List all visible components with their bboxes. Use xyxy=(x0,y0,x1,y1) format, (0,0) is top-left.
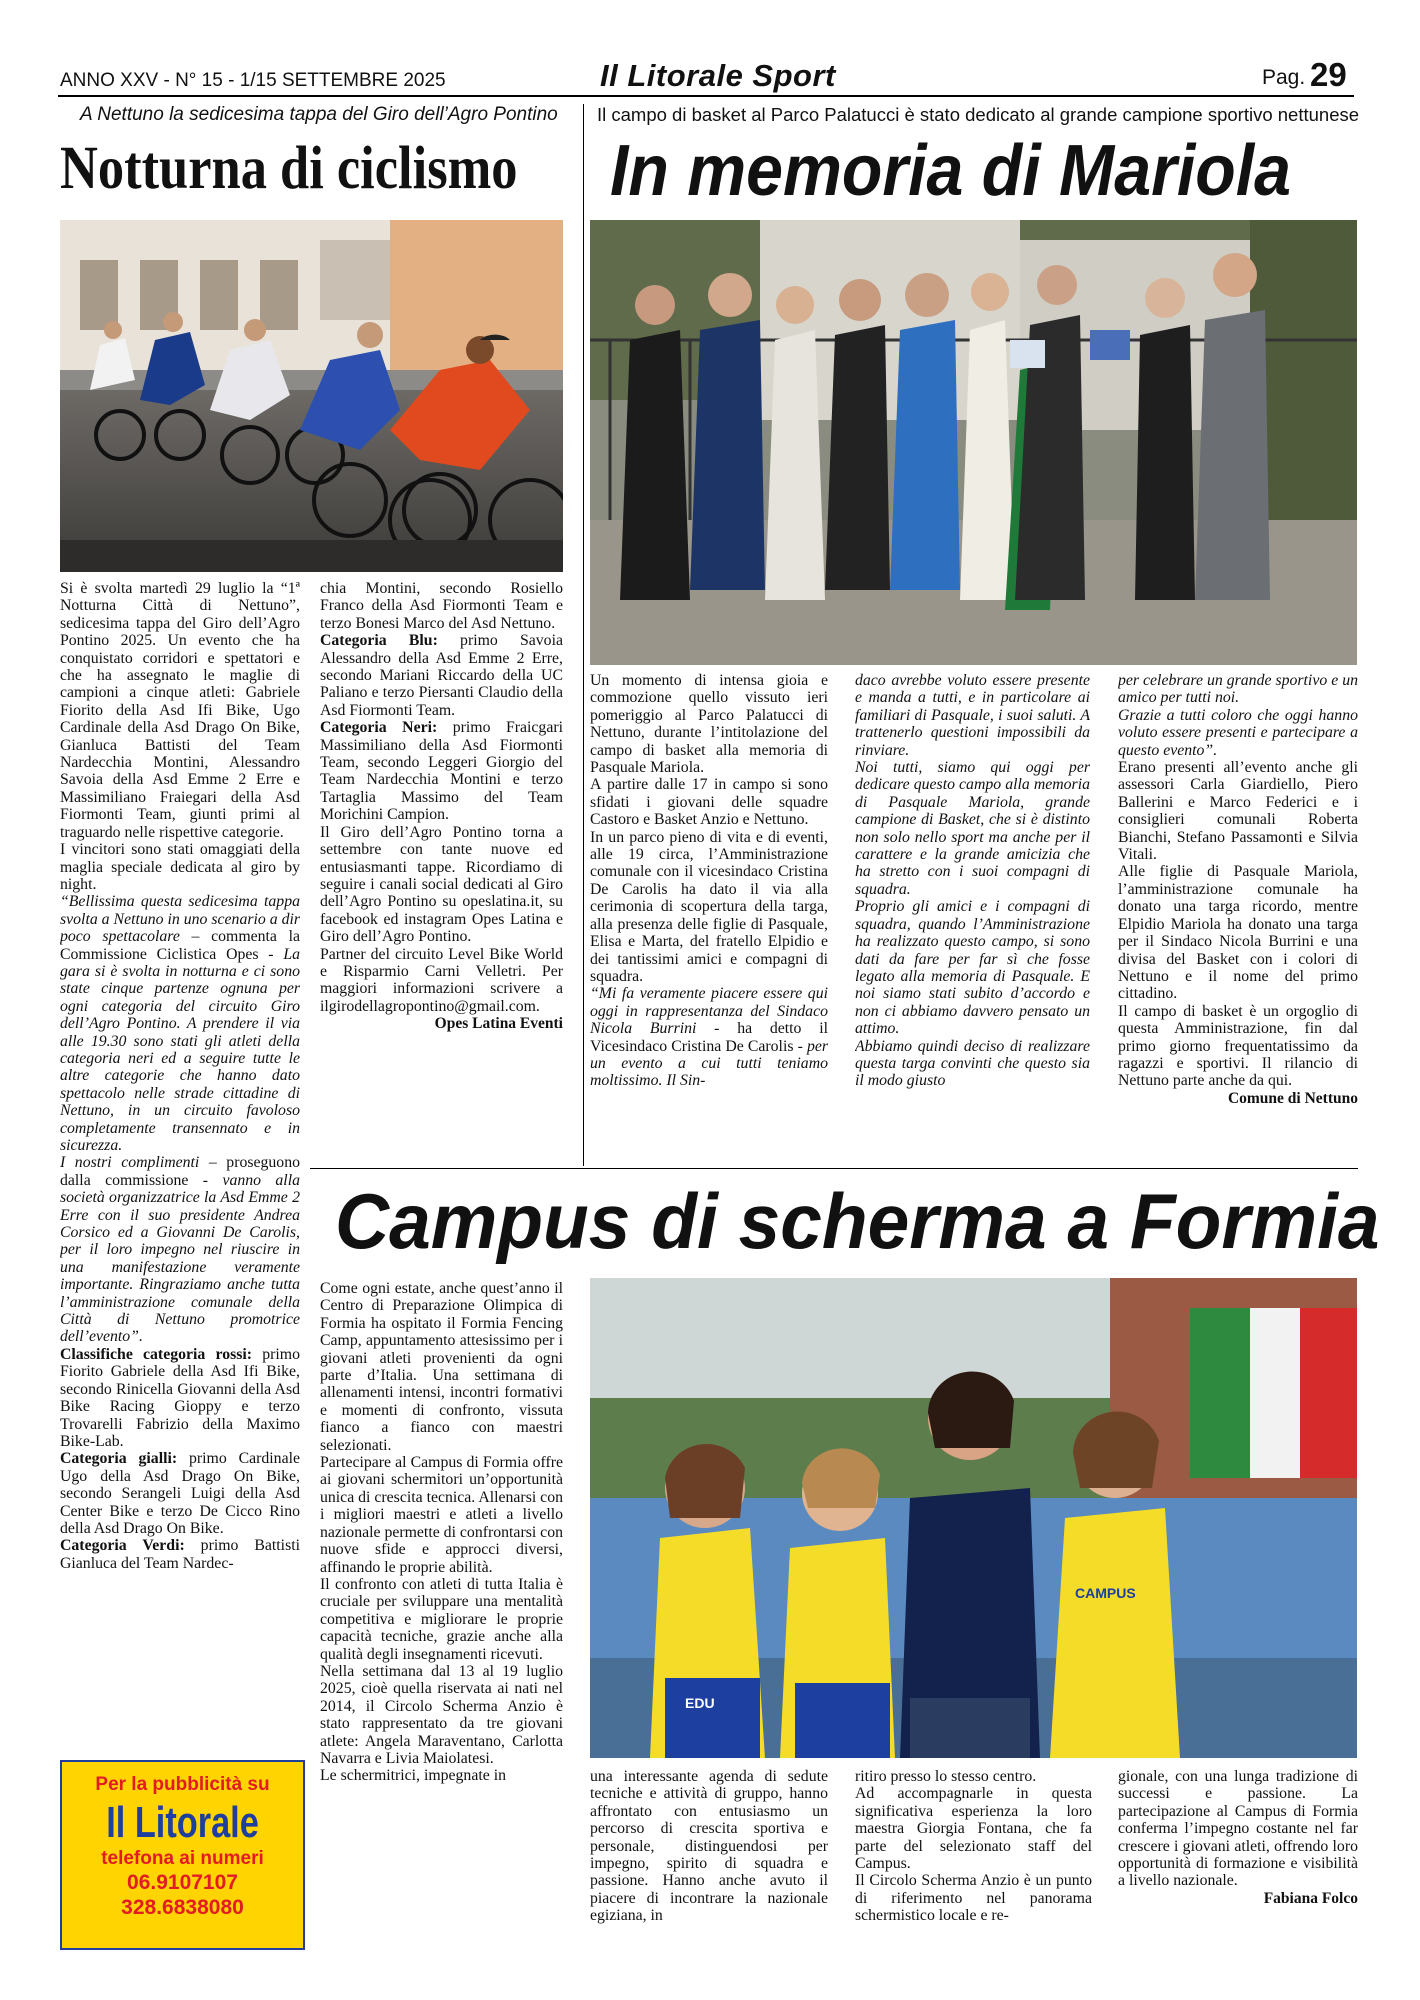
article1-quote: “Bellissima questa sedicesima tappa svolta a Nettuno in uno scenario a dir poco spettacolare – commenta la Commissione Ciclistica Opes - La gara si è svolta in notturna e ci sono state cinque partenze ognuna per ogni categoria del circuito Giro dell’Agro Pontino. A prendere il via alle 19.30 sono stati gli atleti della categoria neri ed a seguire tutte le altre categorie che hanno dato spettacolo nelle strade cittadine di Nettuno, in un circuito favoloso completamente transennato e in sicurezza. xyxy=(60,893,300,1154)
article2-quote: daco avrebbe voluto essere presente e manda a tutti, e in particolare ai familiari di Pasquale, i suoi saluti. A trattenerlo questioni impossibili da rinviare. xyxy=(855,672,1090,759)
fencing-campus-photo xyxy=(590,1278,1357,1758)
article2-paragraph: A partire dalle 17 in campo si sono sfidati i giovani delle squadre Castoro e Basket Anzio e Nettuno. xyxy=(590,776,828,829)
article3-col4 xyxy=(1118,1768,1358,1948)
ad-brand: Il Litorale xyxy=(106,1798,259,1847)
article2-signature: Comune di Nettuno xyxy=(1227,1089,1358,1107)
section-rule xyxy=(310,1168,1358,1169)
category-neri: Categoria Neri: primo Fraicgari Massimiliano della Asd Fiormonti Team, secondo Leggeri Giorgio del Team Nardecchia Montini e terzo Tartaglia Massimo del Team Morichini Campion. xyxy=(320,719,563,824)
article1-paragraph: Si è svolta martedì 29 luglio la “1ª Notturna Città di Nettuno”, sedicesima tappa del Giro dell’Agro Pontino 2025. Un evento che ha conquistato corridori e spettatori e che ha assegnato le maglie di campioni a cinque atleti: Gabriele Fiorito della Asd Ifi Bike, Ugo Cardinale della Asd Drago On Bike, Gianluca Battisti del Team Nardecchia Montini, Alessandro Savoia della Asd Emme 2 Erre e Massimiliano Fraiegari della Asd Fiormonti Team, giunti primi al traguardo nelle rispettive categorie. xyxy=(60,580,300,841)
cycling-race-photo xyxy=(60,220,563,572)
ad-phone2: 328.6838080 xyxy=(121,1896,244,1919)
article1-signature: Opes Latina Eventi xyxy=(434,1015,563,1033)
article3-paragraph: una interessante agenda di sedute tecniche e attività di gruppo, hanno affrontato con entusiasmo un percorso di crescita sportiva e personale, distinguendosi per impegno, spirito di squadra e passione. Hanno anche avuto il piacere di incontrare la nazionale egiziana, in xyxy=(590,1768,828,1925)
article1-paragraph: chia Montini, secondo Rosiello Franco della Asd Fiormonti Team e terzo Bonesi Marco del Asd Nettuno. xyxy=(320,580,563,632)
ad-phone1: 06.9107107 xyxy=(127,1871,238,1894)
page-number: 29 xyxy=(1310,56,1347,93)
masthead: Il Litorale Sport xyxy=(600,58,836,93)
article2-col1 xyxy=(590,672,828,1150)
article2-quote: Abbiamo quindi deciso di realizzare questa targa convinti che questo sia il modo giusto xyxy=(855,1037,1090,1090)
article2-col2 xyxy=(855,672,1090,1150)
category-rossi: Classifiche categoria rossi: primo Fiorito Gabriele della Asd Ifi Bike, secondo Rinicella Giovanni della Asd Bike Racing Gioppy e terzo Trovarelli Fabrizio della Maximo Bike-Lab. xyxy=(60,1345,300,1450)
article3-col1 xyxy=(320,1280,563,1940)
article2-quote: “Mi fa veramente piacere essere qui oggi in rappresentanza del Sindaco Nicola Burrini - ha detto il Vicesindaco Cristina De Carolis - per un evento a cui tutti teniamo moltissimo. Il Sin- xyxy=(590,985,828,1090)
shirt-print: CAMPUS xyxy=(1075,1585,1136,1601)
advertising-box xyxy=(60,1760,305,1950)
article3-paragraph: Le schermitrici, impegnate in xyxy=(320,1767,506,1785)
article3-signature: Fabiana Folco xyxy=(1263,1889,1358,1907)
article2-paragraph: Alle figlie di Pasquale Mariola, l’amministrazione comunale ha donato una targa ricordo, mentre Elpidio Mariola ha donato una targa per il Sindaco Nicola Burrini e una divisa del Basket con i colori di Nettuno e il nome del primo cittadino. xyxy=(1118,863,1358,1003)
article2-title: In memoria di Mariola xyxy=(610,131,1291,211)
issue-info: ANNO XXV - N° 15 - 1/15 SETTEMBRE 2025 xyxy=(60,70,446,91)
article2-quote: Grazie a tutti coloro che oggi hanno voluto essere presenti e partecipare a questo evento”. xyxy=(1118,706,1358,759)
article2-quote: per celebrare un grande sportivo e un amico per tutti noi. xyxy=(1118,672,1358,707)
header-rule xyxy=(58,95,1354,97)
article2-kicker: Il campo di basket al Parco Palatucci è stato dedicato al grande campione sportivo nettunese xyxy=(597,104,1360,125)
article3-col3 xyxy=(855,1768,1092,1948)
page-label: Pag. xyxy=(1262,66,1306,89)
article3-col2 xyxy=(590,1768,828,1948)
article3-paragraph: Il Circolo Scherma Anzio è un punto di riferimento nel panorama schermistico locale e re- xyxy=(855,1872,1092,1925)
article1-paragraph: Partner del circuito Level Bike World e Risparmio Carni Velletri. Per maggiori informazioni scrivere a ilgirodellagropontino@gmail.com. xyxy=(320,945,563,1015)
article3-paragraph: Come ogni estate, anche quest’anno il Centro di Preparazione Olimpica di Formia ha ospitato il Formia Fencing Camp, appuntamento attesissimo per i giovani atleti provenienti da ogni parte d’Italia. Una settimana di allenamenti intensi, incontri formativi e momenti di confronto, vissuta fianco a fianco con maestri selezionati. xyxy=(320,1280,563,1454)
article3-paragraph: Il confronto con atleti di tutta Italia è cruciale per sviluppare una mentalità competitiva e migliorare le proprie capacità tecniche, grazie anche alla qualità degli insegnamenti ricevuti. xyxy=(320,1575,563,1663)
article1-kicker: A Nettuno la sedicesima tappa del Giro dell’Agro Pontino xyxy=(80,104,558,125)
article2-paragraph: In un parco pieno di vita e di eventi, alle 19 circa, l’Amministrazione comunale con il vicesindaco Cristina De Carolis ha dato il via alla cerimonia di scopertura della targa, alla presenza delle figlie di Pasquale, Elisa e Marta, del fratello Elpidio e dei tantissimi amici e compagni di squadra. xyxy=(590,828,828,985)
ad-line1: Per la pubblicità su xyxy=(95,1774,270,1795)
shorts-print: EDU xyxy=(685,1695,715,1711)
category-gialli: Categoria gialli: primo Cardinale Ugo della Asd Drago On Bike, secondo Serangeli Luigi della Asd Center Bike e terzo De Cicco Rino della Asd Drago On Bike. xyxy=(60,1450,300,1537)
article1-col2 xyxy=(320,580,563,1140)
article2-paragraph: Il campo di basket è un orgoglio di questa Amministrazione, fin dal primo giorno frequentatissimo da ragazzi e sportivi. Il rilancio di Nettuno parte anche da qui. xyxy=(1118,1002,1358,1090)
article1-col1 xyxy=(60,580,300,1580)
article3-paragraph: ritiro presso lo stesso centro. xyxy=(855,1768,1037,1785)
article2-paragraph: Erano presenti all’evento anche gli assessori Carla Giardiello, Piero Ballerini e Marco Federici e i consiglieri comunali Roberta Bianchi, Stefano Passamonti e Silvia Vitali. xyxy=(1118,759,1358,864)
article1-quote: I nostri complimenti – proseguono dalla commissione - vanno alla società organizzatrice la Asd Emme 2 Erre con il suo presidente Andrea Corsico ed a Giovanni De Carolis, per il loro impegno nel riuscire in una manifestazione veramente importante. Ringraziamo anche tutta l’amministrazione comunale della Città di Nettuno promotrice dell’evento”. xyxy=(60,1154,300,1346)
article1-title: Notturna di ciclismo xyxy=(60,135,518,202)
article3-paragraph: gionale, con una lunga tradizione di successi e passione. La partecipazione al Campus di Formia conferma l’impegno costante nel far crescere i giovani atleti, offrendo loro opportunità di formazione e visibilità a livello nazionale. xyxy=(1118,1768,1358,1890)
article2-quote: Proprio gli amici e i compagni di squadra, quando l’Amministrazione ha realizzato questo campo, si sono dati da fare per far sì che fosse legato alla memoria di Pasquale. E noi siamo stati subito d’accordo e non ci abbiamo davvero pensato un attimo. xyxy=(855,898,1090,1038)
article1-paragraph: I vincitori sono stati omaggiati della maglia speciale dedicata al giro by night. xyxy=(60,841,300,893)
article3-paragraph: Ad accompagnarle in questa significativa esperienza la loro maestra Giorgia Fontana, che fa parte del selezionato staff del Campus. xyxy=(855,1785,1092,1873)
category-verdi: Categoria Verdi: primo Battisti Gianluca del Team Nardec- xyxy=(60,1537,300,1572)
column-divider-top xyxy=(583,104,584,1166)
article2-paragraph: Un momento di intensa gioia e commozione quello vissuto ieri pomeriggio al Parco Palatucci di Nettuno, durante l’intitolazione del campo di basket alla memoria di Pasquale Mariola. xyxy=(590,672,828,777)
article3-paragraph: Partecipare al Campus di Formia offre ai giovani schermitori un’opportunità unica di crescita tecnica. Allenarsi con i migliori maestri e atleti a livello nazionale permette di confrontarsi con nuove sfide e approcci diversi, affinando le proprie abilità. xyxy=(320,1454,563,1576)
ceremony-group-photo xyxy=(590,220,1357,665)
article3-paragraph: Nella settimana dal 13 al 19 luglio 2025, cioè quella riservata ai nati nel 2014, il Circolo Scherma Anzio è stato rappresentato da tre giovani atlete: Angela Maraventano, Carlotta Navarra e Livia Maiolatesi. xyxy=(320,1662,563,1767)
article2-col3 xyxy=(1118,672,1358,1150)
ad-line2: telefona ai numeri xyxy=(101,1848,264,1869)
article3-title: Campus di scherma a Formia xyxy=(335,1177,1380,1265)
article2-quote: Noi tutti, siamo qui oggi per dedicare questo campo alla memoria di Pasquale Mariola, grande campione di Basket, che si è distinto non solo nello sport ma anche per il carattere e la grande amicizia che ha stretto con i suoi compagni di squadra. xyxy=(855,759,1090,898)
article1-paragraph: Il Giro dell’Agro Pontino torna a settembre con tante nuove ed entusiasmanti tappe. Ricordiamo di seguire i canali social dedicati al Giro dell’Agro Pontino su opeslatina.it, su facebook ed instagram Opes Latina e Giro dell’Agro Pontino. xyxy=(320,823,563,946)
category-blu: Categoria Blu: primo Savoia Alessandro della Asd Emme 2 Erre, secondo Mariani Riccardo della UC Paliano e terzo Piersanti Claudio della Asd Fiormonti Team. xyxy=(320,632,563,719)
